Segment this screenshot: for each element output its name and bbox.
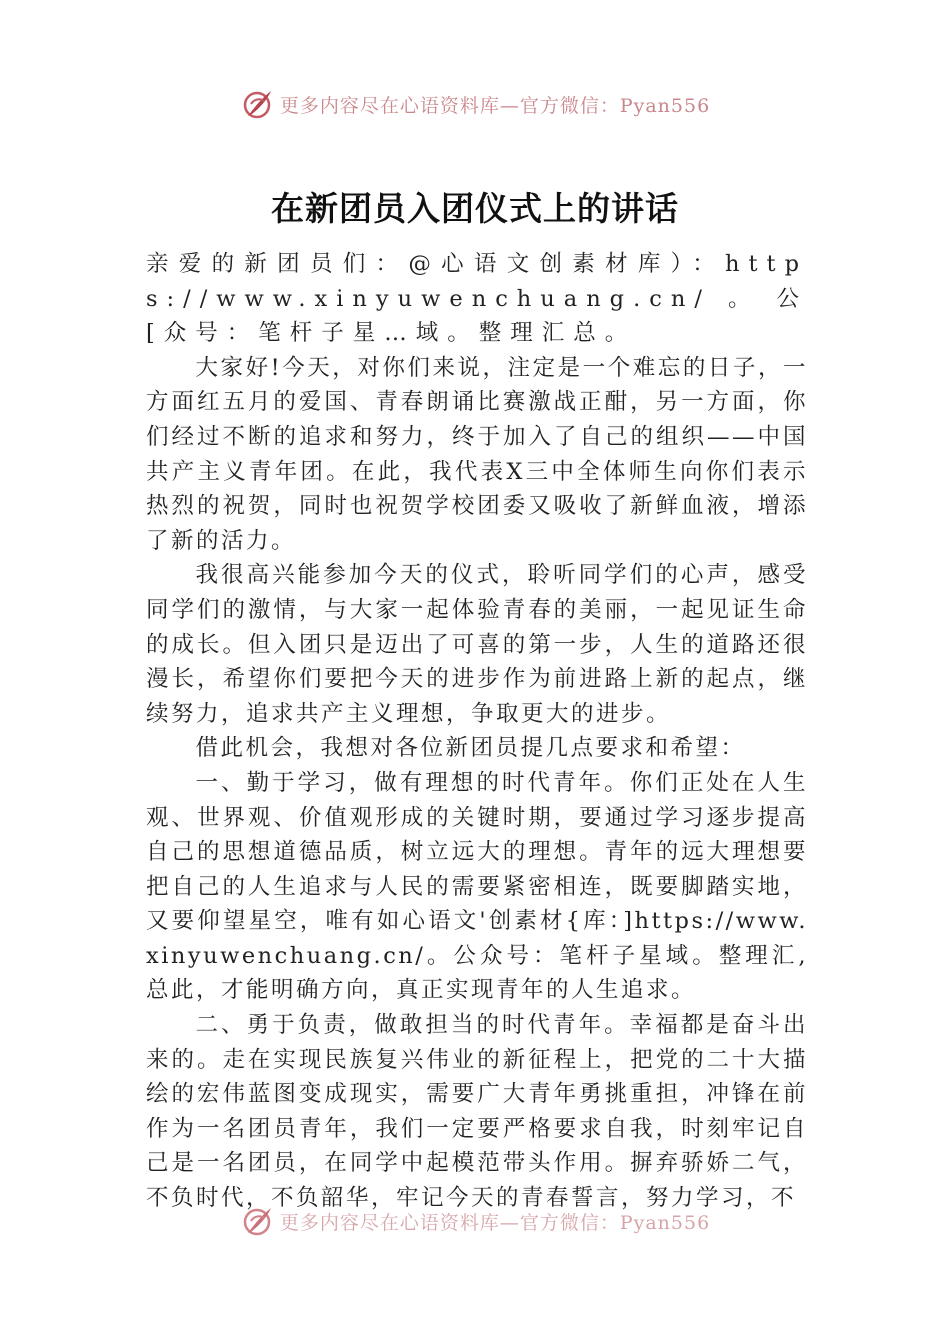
footer-watermark bbox=[0, 1201, 950, 1241]
salutation: 亲爱的新团员们：@心语文创素材库）：https://www.xinyuwenchuang.cn/。公[众号：笔杆子星…域。整理汇总。 bbox=[146, 251, 808, 347]
document-body bbox=[146, 247, 808, 1222]
header-watermark bbox=[0, 84, 950, 124]
paragraph: 大家好!今天，对你们来说，注定是一个难忘的日子，一方面红五月的爱国、青春朗诵比赛激战正酣，另一方面，你们经过不断的追求和努力，终于加入了自己的组织——中国共产主义青年团。在此，我代表X三中全体师生向你们表示热烈的祝贺，同时也祝贺学校团委又吸收了新鲜血液，增添了新的活力。 bbox=[146, 354, 808, 554]
brush-pen-logo-icon bbox=[240, 86, 276, 122]
paragraph: 二、勇于负责，做敢担当的时代青年。幸福都是奋斗出来的。走在实现民族复兴伟业的新征程上，把党的二十大描绘的宏伟蓝图变成现实，需要广大青年勇挑重担，冲锋在前作为一名团员青年，我们一定要严格要求自我，时刻牢记自己是一名团员，在同学中起模范带头作用。摒弃骄娇二气，不负时代，不负韶华，牢记今天的青春誓言，努力学习，不 bbox=[146, 1012, 808, 1212]
paragraph: 我很高兴能参加今天的仪式，聆听同学们的心声，感受同学们的激情，与大家一起体验青春的美丽，一起见证生命的成长。但入团只是迈出了可喜的第一步，人生的道路还很漫长，希望你们要把今天的进步作为前进路上新的起点，继续努力，追求共产主义理想，争取更大的进步。 bbox=[146, 562, 808, 727]
brush-pen-logo-icon bbox=[240, 1203, 276, 1239]
paragraph: 一、勤于学习，做有理想的时代青年。你们正处在人生观、世界观、价值观形成的关键时期，要通过学习逐步提高自己的思想道德品质，树立远大的理想。青年的远大理想要把自己的人生追求与人民的需要紧密相连，既要脚踏实地，又要仰望星空，唯有如心语文'创素材{库：]https://www.xinyuwenchuang.cn/。公众号：笔杆子星域。整理汇,总此，才能明确方向，真正实现青年的人生追求。 bbox=[146, 769, 808, 1004]
paragraph: 借此机会，我想对各位新团员提几点要求和希望： bbox=[195, 735, 746, 762]
document-title: 在新团员入团仪式上的讲话 bbox=[271, 189, 679, 228]
footer-watermark-text: 更多内容尽在心语资料库—官方微信：Pyan556 bbox=[279, 1211, 711, 1234]
header-watermark-text: 更多内容尽在心语资料库—官方微信：Pyan556 bbox=[279, 94, 711, 117]
